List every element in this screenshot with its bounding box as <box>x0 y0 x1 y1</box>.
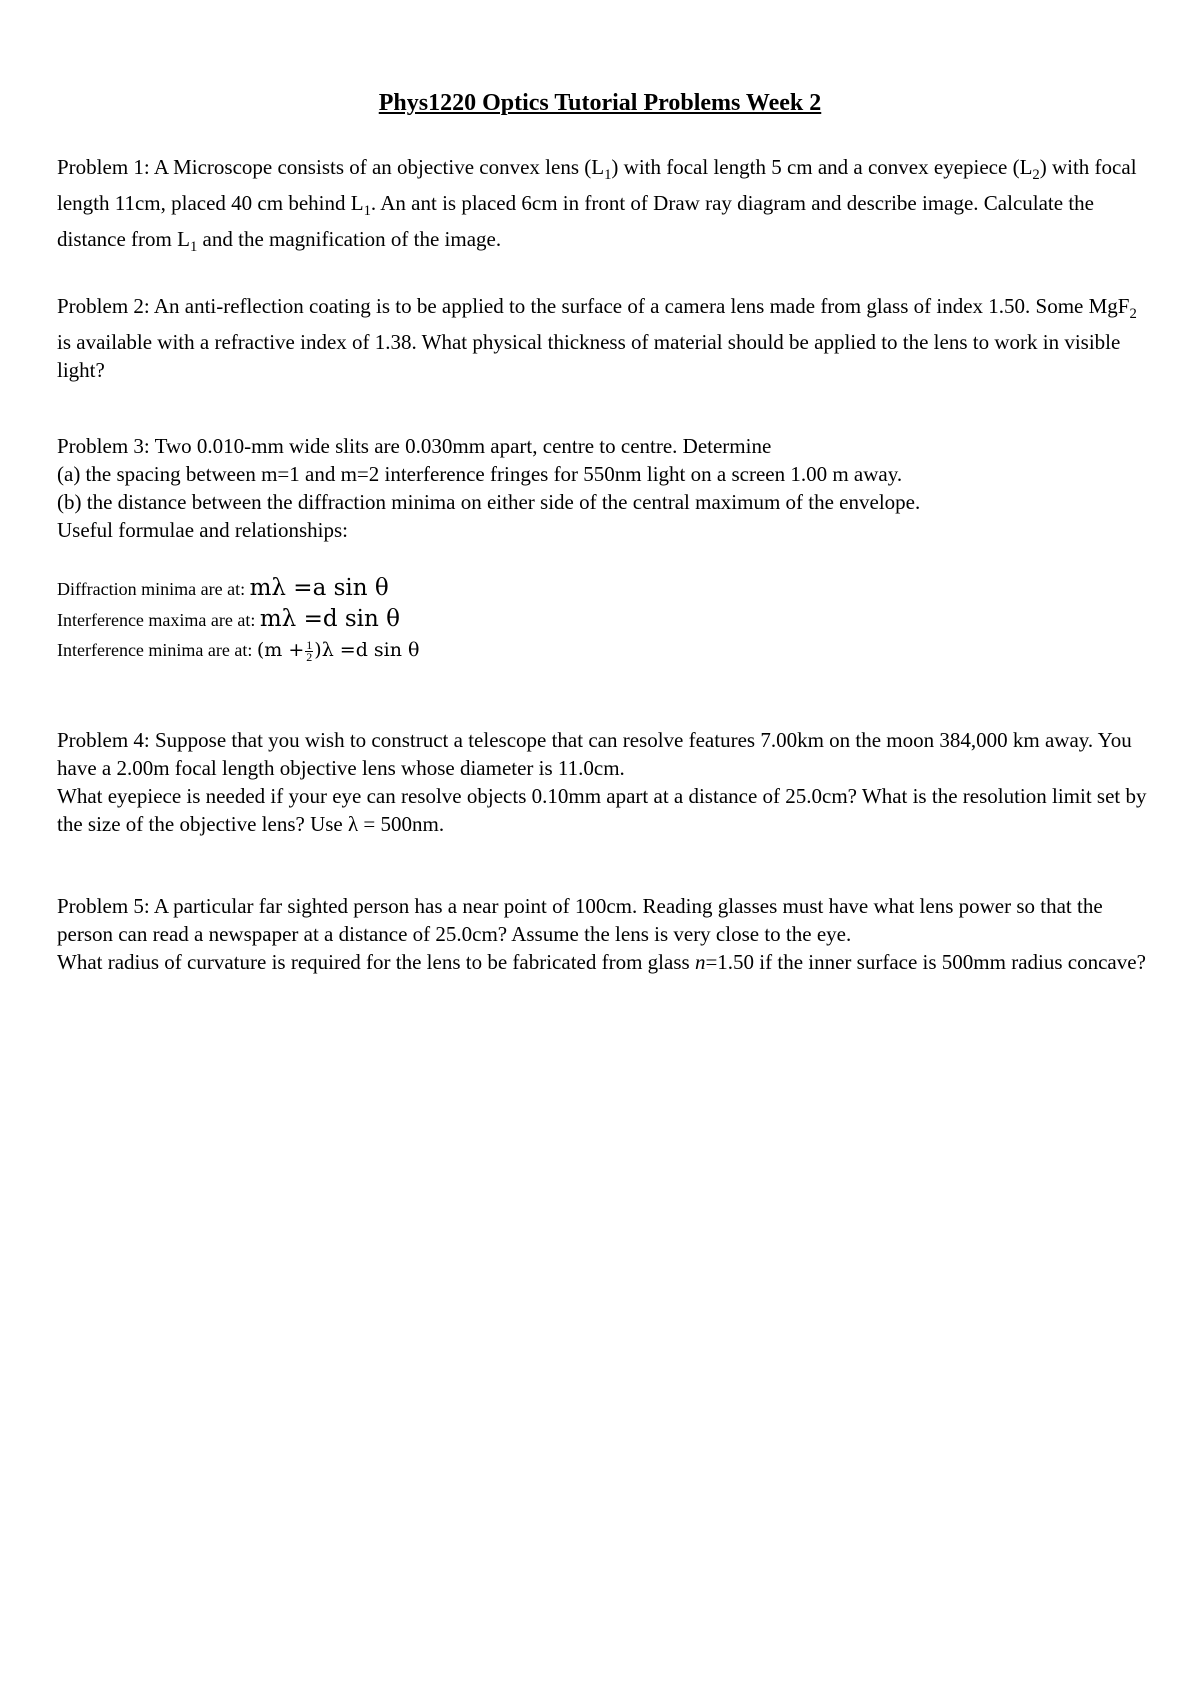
problem-5-line-2-a: What radius of curvature is required for the lens to be fabricated from glass <box>57 950 695 974</box>
interference-maxima-label: Interference maxima are at: <box>57 610 260 630</box>
page-title: Phys1220 Optics Tutorial Problems Week 2 <box>378 90 822 116</box>
problem-3-line-2: (a) the spacing between m=1 and m=2 interference fringes for 550nm light on a screen 1.00 m away. <box>57 462 903 486</box>
problem-1-text-d: . An ant is placed 6cm in front of Draw ray diagram and describe image. Calculate the distance from L <box>57 191 1094 252</box>
diffraction-formula <box>57 573 1147 604</box>
interference-minima-formula <box>57 635 1147 665</box>
subscript: 2 <box>1032 167 1040 184</box>
fraction-denominator: 2 <box>306 650 313 665</box>
problem-1-text-e: and the magnification of the image. <box>197 227 502 252</box>
problem-5-line-1: Problem 5: A particular far sighted person has a near point of 100cm. Reading glasses must have what lens power so that the person can read a newspaper at a distance of 25.0cm? Assume the lens is very close to the eye. <box>57 894 1103 946</box>
interference-maxima-equation: mλ =d sin θ <box>259 606 401 632</box>
problem-1-text <box>57 153 1147 262</box>
refractive-index-symbol: n <box>694 950 706 974</box>
diffraction-equation: mλ =a sin θ <box>249 575 389 601</box>
problem-5-line-2 <box>57 948 1147 976</box>
interference-maxima-formula <box>57 604 1147 635</box>
problem-2 <box>57 292 1147 384</box>
subscript: 1 <box>189 239 198 256</box>
problem-5 <box>57 892 1147 976</box>
problem-2-text <box>57 292 1147 384</box>
problem-2-text-a: An anti-reflection coating is to be applied to the surface of a camera lens made from glass of index 1.50. Some MgF <box>153 294 1130 318</box>
problem-1 <box>57 153 1147 262</box>
interference-minima-eq-a: (m + <box>256 639 305 661</box>
interference-minima-label: Interference minima are at: <box>57 640 257 660</box>
problem-1-text-c: ) with focal length 11cm, placed 40 cm behind L <box>57 155 1137 216</box>
interference-minima-eq-b: )λ =d sin θ <box>314 639 420 661</box>
formulae-block <box>57 573 1147 665</box>
problem-3-line-4: Useful formulae and relationships: <box>57 518 349 542</box>
problem-1-text-a: A Microscope consists of an objective convex lens (L <box>153 155 605 179</box>
problem-1-text-b: ) with focal length 5 cm and a convex eyepiece (L <box>611 155 1033 179</box>
problem-2-label: Problem 2: <box>57 294 154 318</box>
problem-3-line-3: (b) the distance between the diffraction minima on either side of the central maximum of the envelope. <box>57 490 921 514</box>
subscript: 1 <box>604 167 612 184</box>
subscript: 2 <box>1129 306 1137 323</box>
problem-5-line-2-b: =1.50 if the inner surface is 500mm radius concave? <box>705 950 1146 974</box>
one-half-fraction <box>305 640 313 663</box>
diffraction-label: Diffraction minima are at: <box>57 579 250 599</box>
problem-2-text-b: is available with a refractive index of 1.38. What physical thickness of material should be applied to the lens to work in visible light? <box>57 330 1121 383</box>
problem-4 <box>57 726 1147 838</box>
fraction-numerator: 1 <box>306 638 313 653</box>
problem-1-label: Problem 1: <box>57 155 154 179</box>
problem-3 <box>57 432 1147 544</box>
problem-3-line-1: Problem 3: Two 0.010-mm wide slits are 0.030mm apart, centre to centre. Determine <box>57 434 772 458</box>
problem-4-line-2: What eyepiece is needed if your eye can resolve objects 0.10mm apart at a distance of 25.0cm? What is the resolution limit set by the size of the objective lens? Use λ = 500nm. <box>57 784 1147 836</box>
problem-4-line-1: Problem 4: Suppose that you wish to construct a telescope that can resolve features 7.00km on the moon 384,000 km away. You have a 2.00m focal length objective lens whose diameter is 11.0cm. <box>57 728 1132 780</box>
subscript: 1 <box>363 203 371 220</box>
